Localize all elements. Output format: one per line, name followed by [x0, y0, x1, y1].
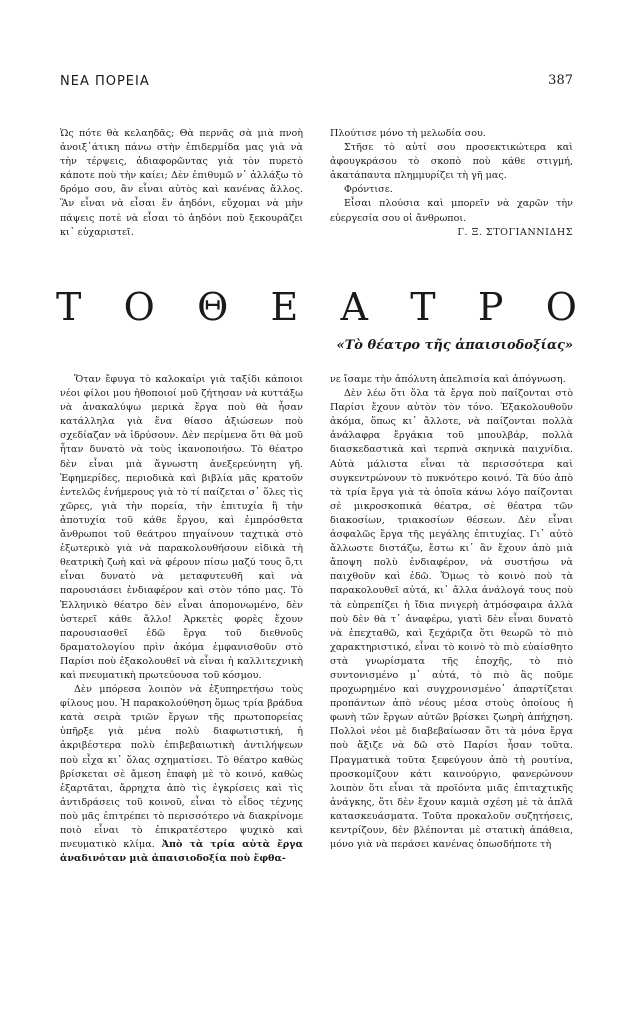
section-title — [56, 287, 577, 327]
title-letter: Ε — [270, 285, 299, 329]
article-subtitle: «Τὸ θέατρο τῆς ἀπαισιοδοξίας» — [336, 338, 573, 353]
title-letter: Θ — [197, 285, 229, 329]
article-text: Δὲν μπόρεσα λοιπὸν νὰ ἐξυπηρετήσω τοὺς φίλους μου. Ἡ παρακολούθηση ὅμως τρία βράδυα κατὰ σειρὰ τριῶν ἔργων τῆς πρωτοπορείας ὑπῆρξε γιὰ μένα πολὺ διαφωτιστική, ἡ ἀκριβέστερα πολὺ ἐπιβεβαιωτικὴ ἀντιλήψεων ποὺ εἶχα κι᾽ ὅλας σχηματίσει. Τὸ θέατρο καθὼς βρίσκεται σὲ ἄμεση ἐπαφὴ μὲ τὸ κοινό, καθὼς ἐξαρτᾶται, ἄρρηχτα ἀπὸ τὶς ἐγκρίσεις καὶ τὶς ἀντιδράσεις τοῦ κοινοῦ, εἶναι τὸ εἶδος τέχνης ποὺ μᾶς ἐπιτρέπει τὸ περισσότερο νὰ διακρίνομε ποιὸ εἶναι τὸ ἐπικρατέστερο ψυχικὸ καὶ πνευματικὸ κλίμα. — [60, 684, 303, 851]
poem-paragraph: Εἶσαι πλούσια καὶ μπορεῖν νὰ χαρῶν τὴν εὐεργεσία σου οἱ ἄνθρωποι. — [330, 198, 573, 224]
page-number: 387 — [548, 73, 573, 88]
article-left-column — [60, 373, 303, 866]
title-letter: Τ — [56, 285, 82, 329]
title-letter: Ρ — [477, 285, 504, 329]
article-paragraph — [60, 683, 303, 866]
article-right-column — [330, 373, 573, 852]
title-letter: Ο — [123, 285, 155, 329]
title-letter: Α — [340, 285, 368, 329]
journal-title: ΝΕΑ ΠΟΡΕΙΑ — [60, 74, 150, 89]
poem-paragraph: Φρόντισε. — [344, 184, 393, 196]
article-paragraph: νε ἴσαμε τὴν ἀπόλυτη ἀπελπισία καὶ ἀπόγνωση. — [330, 374, 566, 385]
poem-paragraph: Στῆσε τὸ αὐτί σου προσεκτικώτερα καὶ ἀφουγκράσου τὸ σκοπὸ ποὺ κάθε στιγμή, ἀκατάπαυτα πλημμυρίζει τὴ γῆ μας. — [330, 142, 573, 182]
title-letter: Τ — [410, 285, 436, 329]
article-paragraph: Ὅταν ἔφυγα τὸ καλοκαίρι γιὰ ταξίδι κάποιοι νέοι φίλοι μου ἠθοποιοί μοῦ ζήτησαν νὰ κυττάξω νὰ ἀνακαλύψω μερικὰ ἔργα ποὺ θὰ ἦσαν κατάλληλα γιὰ ἕνα θίασο ἀξιώσεων ποὺ σχεδίαζαν νὰ ἱδρύσουν. Δὲν περίμενα ὅτι θὰ μοῦ ἦταν δυνατὸ νὰ τοὺς ἱκανοποιήσω. Τὸ θέατρο δὲν εἶναι μιὰ ἄγνωστη ἀνεξερεύνητη γῆ. Ἐφημερίδες, περιοδικὰ καὶ βιβλία μᾶς κρατοῦν ἐντελῶς ἐνήμερους γιὰ τὸ τί παίζεται σ᾽ ὅλες τὶς χῶρες, γιὰ τὴν πορεία, τὴν ἐπιτυχία ἢ τὴν ἀποτυχία τοῦ κάθε ἔργου, καὶ ἐμπρόσθετα ἄνθρωποι τοῦ θεάτρου πηγαίνουν ταχτικὰ στὸ ἐξωτερικὸ γιὰ νὰ παρακολουθήσουν εἰδικὰ τὴ θεατρικὴ ζωὴ καὶ νὰ φέρουν πίσω μαζύ τους ὅ,τι εἶναι δυνατὸ νὰ μεταφυτευθῆ καὶ νὰ παρουσιάσει ἐνδιαφέρον καὶ στὸν τόπο μας. Τὸ Ἑλληνικὸ θέατρο δὲν εἶναι ἀπομονωμένο, δὲν ὑστερεῖ κάθε ἄλλο! Ἀρκετὲς φορὲς ἔχουν παρουσιασθεῖ ἐδῶ ἔργα τοῦ διεθνοῦς δραματολογίου πρὶν ἀκόμα ἐμφανισθοῦν στὸ Παρίσι ποὺ ἐξακολουθεῖ νὰ εἶναι ἡ καλλιτεχνικὴ καὶ πνευματικὴ πρωτεύουσα τοῦ κόσμου. — [60, 374, 303, 681]
article-paragraph: Δὲν λέω ὅτι ὅλα τὰ ἔργα ποὺ παίζονται στὸ Παρίσι ἔχουν αὐτὸν τὸν τόνο. Ἐξακολουθοῦν ἀκόμα, ὅπως κι᾽ ἄλλοτε, νὰ παίζονται πολλὰ ἀνάλαφρα ἔργάκια τοῦ μπουλβάρ, πολλὰ διασκεδαστικὰ καὶ τερπνὰ σκηνικὰ παιχνίδια. Αὐτὰ μάλιστα εἶναι τὰ περισσότερα καὶ συγκεντρώνουν τὸ πυκνότερο κοινό. Τὰ δύο ἀπὸ τὰ τρία ἔργα γιὰ τὰ ὁποῖα κάνω λόγο παίζονται σὲ μικροσκοπικὰ θέατρα, σὲ θέατρα τῶν διακοσίων, τριακοσίων θέσεων. Δὲν εἶναι ἀσφαλῶς ἔργα τῆς μεγάλης ἐπιτυχίας. Γι᾽ αὐτὸ ἄλλωστε διστάζω, ἔστω κι᾽ ἂν ἔχουν ἀπὸ μιὰ ἄποψη πολὺ ἐνδιαφέρον, νὰ συστήσω νὰ παιχθοῦν καὶ ἐδῶ. Ὅμως τὸ κοινὸ ποὺ τὰ παρακολουθεῖ αὐτά, κι᾽ ἄλλα ἀνάλογά τους ποὺ τὰ εὐπρεπίζει ἡ ἴδια πνιγερὴ ἀτμόσφαιρα ἀλλὰ ποὺ δὲν θὰ τ᾽ ἀναφέρω, γιατὶ δὲν εἶναι δυνατὸ νὰ ἐπεχταθῶ, καὶ ξεχάριζα ὅτι θεωρῶ τὸ πιὸ χαρακτηριστικό, εἶναι τὸ κοινὸ τὸ πιὸ εὐαίσθητο στὰ γνωρίσματα τῆς ἐποχῆς, τὸ πιὸ συντονισμένο μ᾽ αὐτά, τὸ πιὸ ἂς ποῦμε προχωρημένο καὶ συγχρονισμένο᾽ ἀπαρτίζεται προπάντων ἀπὸ νέους μέσα στοὺς ὁποίους ἡ φωνὴ τῶν ἔργων αὐτῶν βρίσκει ζωηρὴ ἀπήχηση. Πολλοὶ νέοι μὲ διαβεβαίωσαν ὅτι τὰ μόνα ἔργα ποὺ ἄξιζε νὰ δῶ στὸ Παρίσι ἦσαν τοῦτα. Πραγματικὰ τοῦτα ξεφεύγουν ἀπὸ τὴ ρουτίνα, προσκομίζουν κάτι καινούργιο, φανερώνουν λοιπὸν ὅτι εἶναι τὰ προϊόντα μιᾶς ἐπιταχτικῆς ἀνάγκης, ὅτι δὲν ἔχουν καμιὰ σχέση μὲ τὰ ἁπλᾶ κατασκευάσματα. Τοῦτα προκαλοῦν συζητήσεις, κεντρίζουν, δὲν βλέπονται μὲ στατικὴ ἀπάθεια, μόνο γιὰ νὰ περάσει κανένας ὁπωσδήποτε τὴ — [330, 388, 573, 851]
poem-paragraph: Ὡς πότε θὰ κελαηδᾶς; Θὰ περνᾶς σὰ μιὰ πνοὴ ἀνοιξ᾽άτικη πάνω στὴν ἐπιδερμίδα μας γιὰ νὰ τὴν τέρψεις, ἀδιαφορῶντας γιὰ τὸν πυρετὸ κάποτε ποὺ τὴν καίει; Δὲν ἐπιθυμῶ ν᾽ ἀλλάξω τὸ δρόμο σου, ἂν εἶναι αὐτὸς καὶ κανένας ἄλλος. Ἂν εἶναι νὰ εἶσαι ἕν ἀηδόνι, εὔχομαι νὰ μὴν πάψεις ποτὲ νὰ εἶσαι τὸ ἀηδόνι ποὺ ξεκουράζει κι᾽ εὐχαριστεῖ. — [60, 128, 303, 238]
article-text-bold: Ἀπὸ τὰ τρία αὐτὰ ἔργα ἀναδινόταν μιὰ ἀπαισιοδοξία ποὺ ἔφθα- — [60, 839, 303, 865]
author-signature: Γ. Ξ. ΣΤΟΓΙΑΝΝΙΔΗΣ — [457, 226, 573, 238]
poem-left-column — [60, 127, 303, 240]
poem-right-column — [330, 127, 573, 240]
poem-paragraph: Πλούτισε μόνο τὴ μελωδία σου. — [330, 128, 486, 139]
title-letter: Ο — [545, 285, 577, 329]
